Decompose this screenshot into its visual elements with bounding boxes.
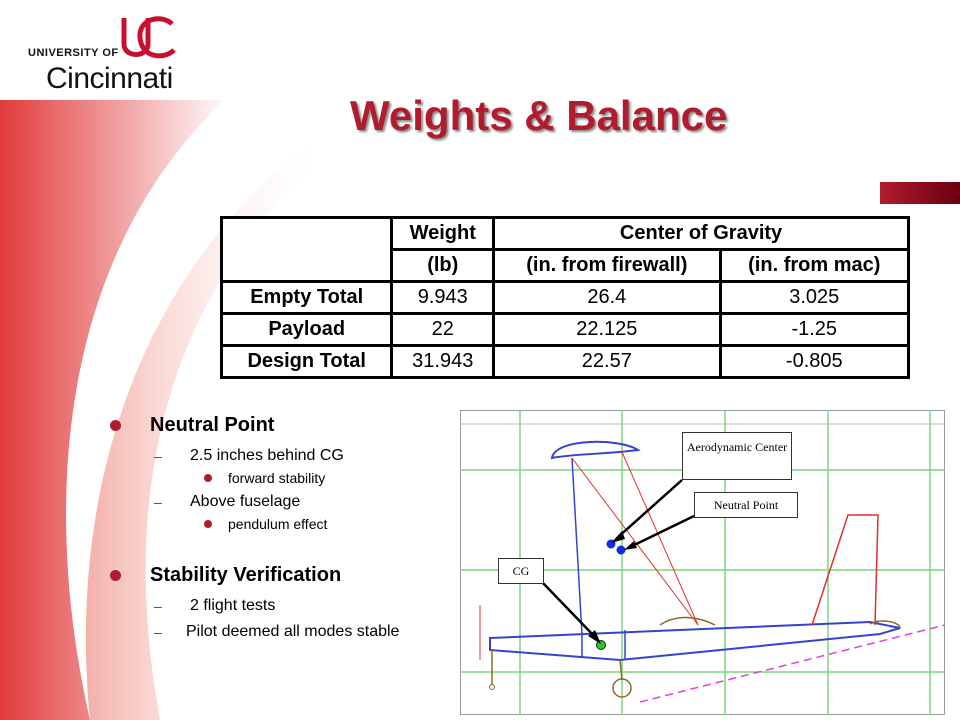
sub-sub-bullet xyxy=(108,468,448,488)
logo-name: Cincinnati xyxy=(46,62,173,95)
dash-icon: – xyxy=(154,494,162,510)
subheader-lb: (lb) xyxy=(392,250,494,282)
table-header-row xyxy=(222,218,909,250)
bullet-dot-icon xyxy=(204,474,212,482)
cell-weight: 31.943 xyxy=(392,346,494,378)
header-cg: Center of Gravity xyxy=(494,218,909,250)
table-row xyxy=(222,282,909,314)
neutral-point-marker xyxy=(617,546,626,555)
subheader-mac: (in. from mac) xyxy=(720,250,908,282)
table-row xyxy=(222,314,909,346)
row-label: Payload xyxy=(222,314,392,346)
cell-cg-firewall: 22.57 xyxy=(494,346,720,378)
dash-icon: – xyxy=(154,448,162,464)
bullet-list xyxy=(108,412,448,644)
sub-sub-bullet xyxy=(108,514,448,534)
bullet-stability-verification xyxy=(108,562,448,588)
subheader-firewall: (in. from firewall) xyxy=(494,250,720,282)
stability-diagram xyxy=(460,410,945,715)
sub-sub-bullet-text: pendulum effect xyxy=(228,516,328,532)
sub-bullet xyxy=(108,622,448,642)
bullet-text: Stability Verification xyxy=(150,564,342,586)
cell-cg-firewall: 26.4 xyxy=(494,282,720,314)
callout-neutral-point: Neutral Point xyxy=(694,492,798,518)
logo-university-of: UNIVERSITY OF xyxy=(28,47,119,59)
header-weight: Weight xyxy=(392,218,494,250)
cell-weight: 22 xyxy=(392,314,494,346)
uc-mark-icon xyxy=(118,14,178,64)
title-accent-bar xyxy=(880,182,960,204)
cell-cg-mac: 3.025 xyxy=(720,282,908,314)
sub-bullet-text: Pilot deemed all modes stable xyxy=(186,623,400,640)
bullet-text: Neutral Point xyxy=(150,414,275,436)
slide-title: Weights & Balance xyxy=(350,92,728,139)
sub-bullet-text: 2.5 inches behind CG xyxy=(190,447,344,464)
table-corner-cell xyxy=(222,218,392,282)
dash-icon: – xyxy=(154,624,162,640)
callout-aerodynamic-center: Aerodynamic Center xyxy=(682,432,792,480)
sub-bullet xyxy=(108,446,448,466)
dash-icon: – xyxy=(154,598,162,614)
bullet-dot-icon xyxy=(110,570,121,581)
cell-cg-mac: -1.25 xyxy=(720,314,908,346)
cell-cg-firewall: 22.125 xyxy=(494,314,720,346)
table-row xyxy=(222,346,909,378)
university-logo xyxy=(22,14,192,94)
cell-cg-mac: -0.805 xyxy=(720,346,908,378)
bullet-dot-icon xyxy=(110,420,121,431)
sub-sub-bullet-text: forward stability xyxy=(228,470,326,486)
cell-weight: 9.943 xyxy=(392,282,494,314)
sub-bullet-text: Above fuselage xyxy=(190,493,301,510)
weights-table xyxy=(220,216,910,379)
sub-bullet xyxy=(108,492,448,512)
callout-cg: CG xyxy=(498,558,544,584)
bullet-dot-icon xyxy=(204,520,212,528)
row-label: Design Total xyxy=(222,346,392,378)
row-label: Empty Total xyxy=(222,282,392,314)
sub-bullet xyxy=(108,596,448,616)
sub-bullet-text: 2 flight tests xyxy=(190,597,276,614)
bullet-neutral-point xyxy=(108,412,448,438)
